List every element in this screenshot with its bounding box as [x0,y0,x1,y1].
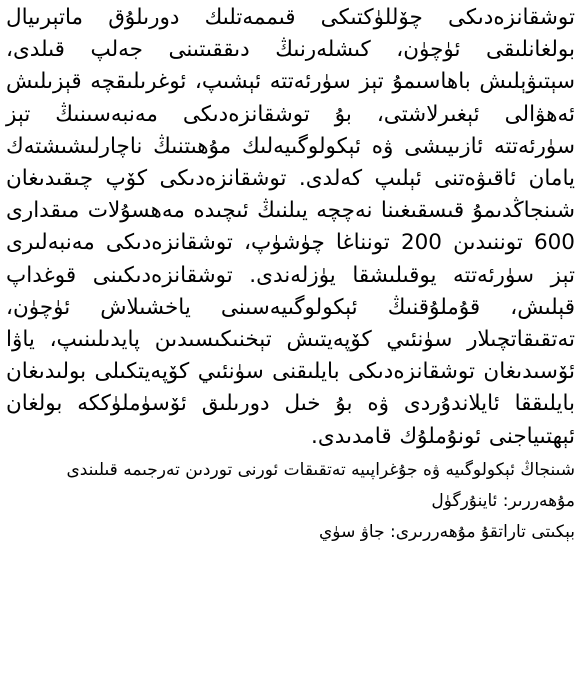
editor-credit: مۇھەررىر: ئاينۇرگۈل [431,490,575,511]
chief-editor-credit: بېكىتى تاراتقۇ مۇھەررىرى: جاۋ سۈي [318,521,575,542]
source-note: شىنجاڭ ئېكولوگىيە ۋە جۇغراپىيە تەتقىقات ئورنى توردىن تەرجىمە قىلىندى [66,459,575,480]
article-paragraph: توشقانزەدىكى چۆللۈكتىكى قىممەتلىك دورىلۇق ماتېرىيال بولغانلىقى ئۈچۈن، كىشلەرنىڭ دىققىتىنى جەلپ قىلدى، سېتىۋېلىش باھاسىمۇ تېز سۈرئەتتە ئېشىپ، ئوغرىلىقچە قېزىلىش ئەھۋالى ئېغىرلاشتى، بۇ توشقانزەدىكى مەنبەسىنىڭ تېز سۈرئەتتە ئازىيىشى ۋە ئېكولوگىيەلىك مۇھىتنىڭ ناچارلىشىشتەك يامان ئاقىۋەتنى ئېلىپ كەلدى. توشقانزەدىكى كۆپ چىقىدىغان شىنجاڭدىمۇ قىسقىغىنا نەچچە يىلنىڭ ئىچىدە مەھسۇلات مىقدارى 600 توننىدىن 200 تونناغا چۈشۈپ، توشقانزەدىكى مەنبەلىرى تېز سۈرئەتتە يوقىلىشقا يۈزلەندى. توشقانزەدىكىنى قوغداپ قېلىش، قۇملۇقنىڭ ئېكولوگىيەسىنى ياخشىلاش ئۈچۈن، تەتقىقاتچىلار سۈنئىي كۆپەيتىش تېخنىكىسىدىن پايدىلىنىپ، ياۋا ئۆسىدىغان توشقانزەدىكى بايلىقنى سۈنئىي كۆپەيتكىلى بولىدىغان بايلىققا ئايلاندۇردى ۋە بۇ خىل دورىلىق ئۆسۈملۈككە بولغان ئېھتىياجنى ئونۇملۇك قامدىدى. [6,5,575,449]
